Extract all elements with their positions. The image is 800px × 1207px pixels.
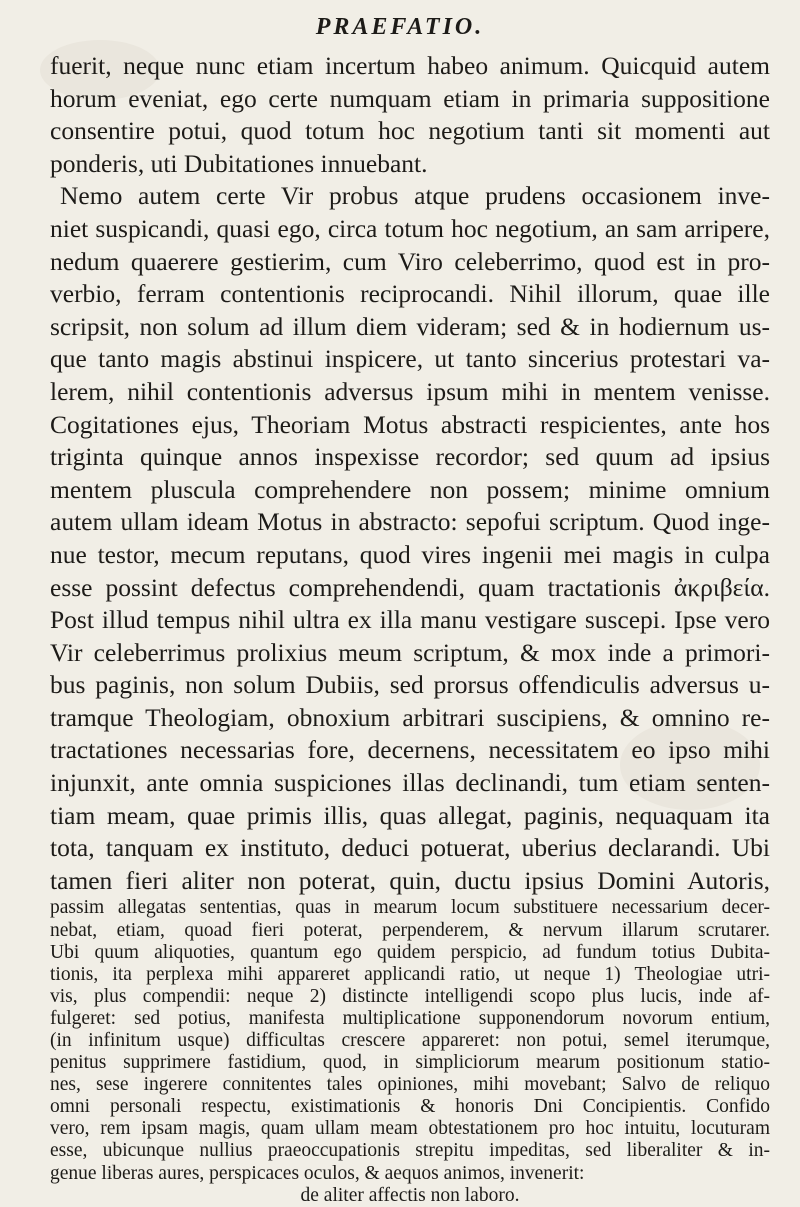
- text-line: Cogitationes ejus, Theoriam Motus abstracti respicientes, ante hos: [50, 409, 770, 439]
- footnote-line: omni personali respectu, existimationis & honoris Dni Concipientis. Confido: [50, 1096, 770, 1118]
- footnote-line: de aliter affectis non laboro.: [300, 1184, 520, 1206]
- footnote-line: (in infinitum usque) difficultas crescere appareret: non potui, semel iterumque,: [50, 1030, 770, 1051]
- text-line: niet suspicandi, quasi ego, circa totum hoc negotium, an sam arripere,: [50, 213, 770, 243]
- text-line: Nemo autem certe Vir probus atque prudens occasionem inve-: [60, 181, 770, 211]
- text-line: tractationes necessarias fore, decernens, necessitatem eo ipso mihi: [50, 735, 770, 765]
- footnote-line: vis, plus compendii: neque 2) distincte intelligendi scopo plus lucis, inde af-: [50, 985, 770, 1007]
- text-line: tota, tanquam ex instituto, deduci potuerat, uberius declarandi. Ubi: [50, 833, 770, 863]
- text-line: lerem, nihil contentionis adversus ipsum mihi in mentem venisse.: [50, 376, 770, 406]
- text-line: esse possint defectus comprehendendi, quam tractationis ἀκριβεία.: [50, 572, 770, 602]
- footnote-line: fulgeret: sed potius, manifesta multiplicatione supponendorum novorum entium,: [50, 1007, 770, 1029]
- text-line: bus paginis, non solum Dubiis, sed prorsus offendiculis adversus u-: [50, 670, 770, 700]
- text-line: scripsit, non solum ad illum diem videram; sed & in hodiernum us-: [50, 311, 770, 341]
- footnote-line: passim allegatas sententias, quas in mearum locum substituere necessarium decer-: [50, 897, 770, 919]
- text-line: consentire potui, quod totum hoc negotium tanti sit momenti aut: [50, 116, 770, 146]
- text-line: injunxit, ante omnia suspiciones illas declinandi, tum etiam senten-: [50, 768, 770, 798]
- text-line: mentem pluscula comprehendere non possem; minime omnium: [50, 474, 770, 504]
- text-line: fuerit, neque nunc etiam incertum habeo animum. Quicquid autem: [50, 51, 770, 80]
- text-line: horum eveniat, ego certe numquam etiam in primaria suppositione: [50, 83, 770, 113]
- text-line: ponderis, uti Dubitationes innuebant.: [50, 148, 428, 178]
- footnote-line: genue liberas aures, perspicaces oculos, & aequos animos, invenerit:: [50, 1162, 585, 1184]
- body-text: [50, 50, 770, 1207]
- footnote-line: nes, sese ingerere connitentes tales opiniones, mihi movebant; Salvo de reliquo: [50, 1074, 770, 1096]
- footnote-line: nebat, etiam, quoad fieri poterat, perpenderem, & nervum illarum scrutarer.: [50, 919, 770, 941]
- footnote-line: esse, ubicunque nullius praeoccupationis strepitu impeditas, sed liberaliter & in-: [50, 1140, 770, 1162]
- text-line: Vir celeberrimus prolixius meum scriptum, & mox inde a primori-: [50, 637, 770, 667]
- text-line: verbio, ferram contentionis reciprocandi. Nihil illorum, quae ille: [50, 279, 770, 309]
- text-line: Post illud tempus nihil ultra ex illa manu vestigare suscepi. Ipse vero: [50, 605, 770, 635]
- footnote-line: Ubi quum aliquoties, quantum ego quidem perspicio, ad fundum totius Dubita-: [50, 941, 770, 963]
- running-header: PRAEFATIO.: [315, 14, 485, 40]
- footnote-line: penitus supprimere fastidium, quod, in simpliciorum mearum positionum statio-: [50, 1052, 770, 1074]
- text-line: nedum quaerere gestierim, cum Viro celeberrimo, quod est in pro-: [50, 246, 770, 276]
- text-line: tiam meam, quae primis illis, quas allegat, paginis, nequaquam ita: [50, 800, 770, 830]
- text-line: nue testor, mecum reputans, quod vires ingenii mei magis in culpa: [50, 539, 770, 569]
- text-line: que tanto magis abstinui inspicere, ut tanto sincerius protestari va-: [50, 344, 770, 374]
- text-line: autem ullam ideam Motus in abstracto: sepofui scriptum. Quod inge-: [50, 507, 770, 537]
- footnote-line: tionis, ita perplexa mihi appareret applicandi ratio, ut neque 1) Theologiae utri-: [50, 963, 770, 985]
- text-line: triginta quinque annos inspexisse recordor; sed quum ad ipsius: [50, 442, 770, 472]
- text-line: tramque Theologiam, obnoxium arbitrari suscipiens, & omnino re-: [50, 702, 770, 732]
- text-line: tamen fieri aliter non poterat, quin, ductu ipsius Domini Autoris,: [50, 865, 770, 895]
- footnote-line: vero, rem ipsam magis, quam ullam meam obtestationem pro hoc intuitu, locuturam: [50, 1118, 770, 1140]
